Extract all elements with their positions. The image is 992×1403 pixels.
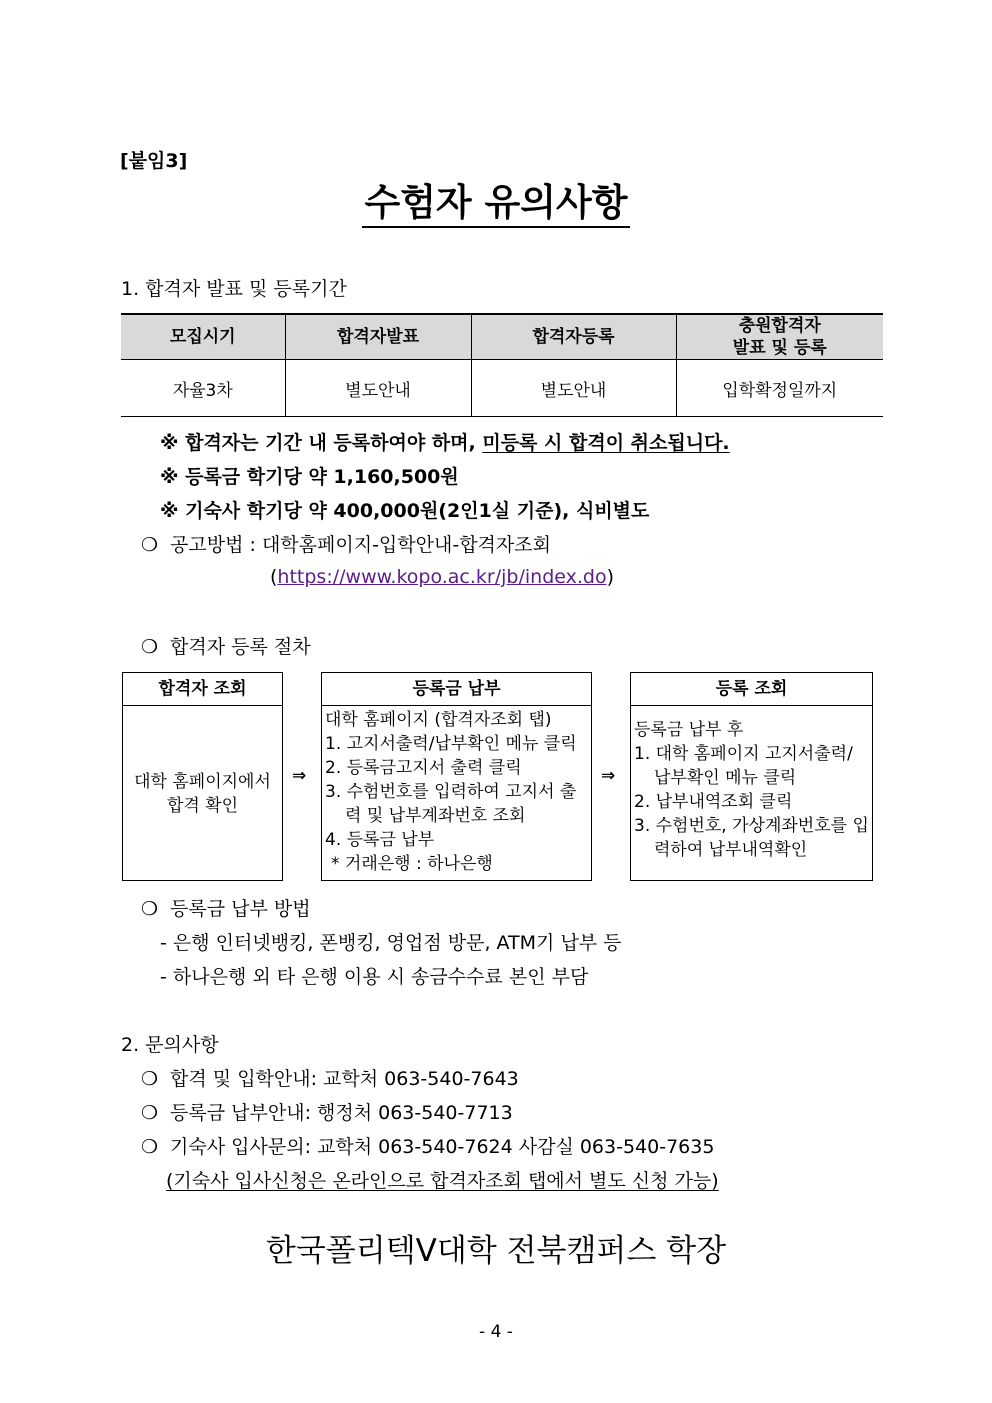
signature-line: 한국폴리텍V대학 전북캠퍼스 학장 — [265, 1233, 727, 1269]
cell-announcement: 별도안내 — [285, 360, 471, 417]
header-additional-line1: 충원합격자 — [738, 316, 821, 336]
step-title: 합격자 조회 — [123, 673, 282, 706]
note-dormitory: ※ 기숙사 학기당 약 400,000원(2인1실 기준), 식비별도 — [160, 500, 650, 522]
payment-item: - 은행 인터넷뱅킹, 폰뱅킹, 영업점 방문, ATM기 납부 등 — [160, 932, 622, 954]
step-box-check-result — [122, 672, 283, 881]
step-line: 3. 수험번호를 입력하여 고지서 출력 및 납부계좌번호 조회 — [325, 782, 577, 826]
note-cancel-prefix: ※ 합격자는 기간 내 등록하여야 하며, — [160, 432, 483, 454]
schedule-table — [121, 313, 883, 417]
announce-method — [141, 530, 551, 557]
payment-heading-text: 등록금 납부 방법 — [170, 898, 311, 920]
step-box-pay-tuition — [321, 672, 592, 881]
procedure-heading — [141, 632, 311, 659]
step-line: 3. 수험번호, 가상계좌번호를 입력하여 납부내역확인 — [634, 816, 869, 860]
announce-label: 공고방법 : 대학홈페이지-입학안내-합격자조회 — [170, 534, 551, 556]
payment-item: - 하나은행 외 타 은행 이용 시 송금수수료 본인 부담 — [160, 966, 589, 988]
page-title — [0, 172, 992, 226]
procedure-heading-text: 합격자 등록 절차 — [170, 636, 311, 658]
homepage-link[interactable]: https://www.kopo.ac.kr/jb/index.do — [277, 566, 607, 588]
payment-heading — [141, 894, 311, 921]
step-line: 1. 고지서출력/납부확인 메뉴 클릭 — [325, 734, 577, 754]
step-title: 등록 조회 — [631, 673, 872, 706]
contact-text: 등록금 납부안내: 행정처 063-540-7713 — [170, 1102, 513, 1124]
note-tuition: ※ 등록금 학기당 약 1,160,500원 — [160, 466, 459, 488]
step-line: 4. 등록금 납부 — [325, 830, 435, 850]
contact-item — [141, 1132, 714, 1159]
step-line: 합격 확인 — [166, 795, 239, 816]
step-line: 등록금 납부 후 — [634, 720, 744, 740]
header-registration: 합격자등록 — [471, 314, 676, 360]
contact-text: 기숙사 입사문의: 교학처 063-540-7624 사감실 063-540-7635 — [170, 1136, 715, 1158]
attachment-label: [붙임3] — [120, 150, 188, 172]
step-line: 대학 홈페이지 (합격자조회 탭) — [325, 710, 552, 730]
step-line: * 거래은행 : 하나은행 — [331, 854, 493, 874]
section2-heading: 2. 문의사항 — [121, 1034, 219, 1056]
bullet-circle-icon: ❍ — [141, 1102, 159, 1124]
page-title-text: 수험자 유의사항 — [362, 181, 629, 228]
step-line: 1. 대학 홈페이지 고지서출력/납부확인 메뉴 클릭 — [634, 744, 853, 788]
note-cancel-warning — [160, 428, 730, 455]
url-close-paren: ) — [606, 566, 614, 588]
contact-text: 합격 및 입학안내: 교학처 063-540-7643 — [170, 1068, 519, 1090]
bullet-circle-icon: ❍ — [141, 1136, 159, 1158]
bullet-circle-icon: ❍ — [141, 898, 159, 920]
step-box-check-registration — [630, 672, 873, 881]
cell-period: 자율3차 — [121, 360, 285, 417]
step-line: 2. 등록금고지서 출력 클릭 — [325, 758, 522, 778]
step-body — [123, 706, 282, 881]
arrow-right-icon: ⇒ — [292, 766, 307, 786]
announce-url-line — [270, 566, 614, 588]
step-line: 2. 납부내역조회 클릭 — [634, 792, 793, 812]
header-announcement: 합격자발표 — [285, 314, 471, 360]
contact-item — [141, 1098, 513, 1125]
note-cancel-underlined: 미등록 시 합격이 취소됩니다. — [482, 432, 730, 454]
bullet-circle-icon: ❍ — [141, 636, 159, 658]
bullet-circle-icon: ❍ — [141, 534, 159, 556]
bullet-circle-icon: ❍ — [141, 1068, 159, 1090]
url-open-paren: ( — [270, 566, 278, 588]
cell-registration: 별도안내 — [471, 360, 676, 417]
table-row — [121, 360, 883, 417]
header-additional-line2: 발표 및 등록 — [732, 338, 827, 358]
dorm-application-note: (기숙사 입사신청은 온라인으로 합격자조회 탭에서 별도 신청 가능) — [166, 1170, 719, 1192]
page-number: - 4 - — [479, 1322, 513, 1342]
step-title: 등록금 납부 — [322, 673, 591, 706]
schedule-header-row — [121, 314, 883, 360]
header-recruit-period: 모집시기 — [121, 314, 285, 360]
contact-item — [141, 1064, 519, 1091]
arrow-right-icon: ⇒ — [601, 766, 616, 786]
step-body — [631, 706, 872, 864]
cell-additional: 입학확정일까지 — [676, 360, 883, 417]
step-line: 대학 홈페이지에서 — [134, 771, 271, 792]
header-additional — [676, 314, 883, 360]
step-body — [322, 706, 591, 878]
section1-heading: 1. 합격자 발표 및 등록기간 — [121, 278, 347, 300]
